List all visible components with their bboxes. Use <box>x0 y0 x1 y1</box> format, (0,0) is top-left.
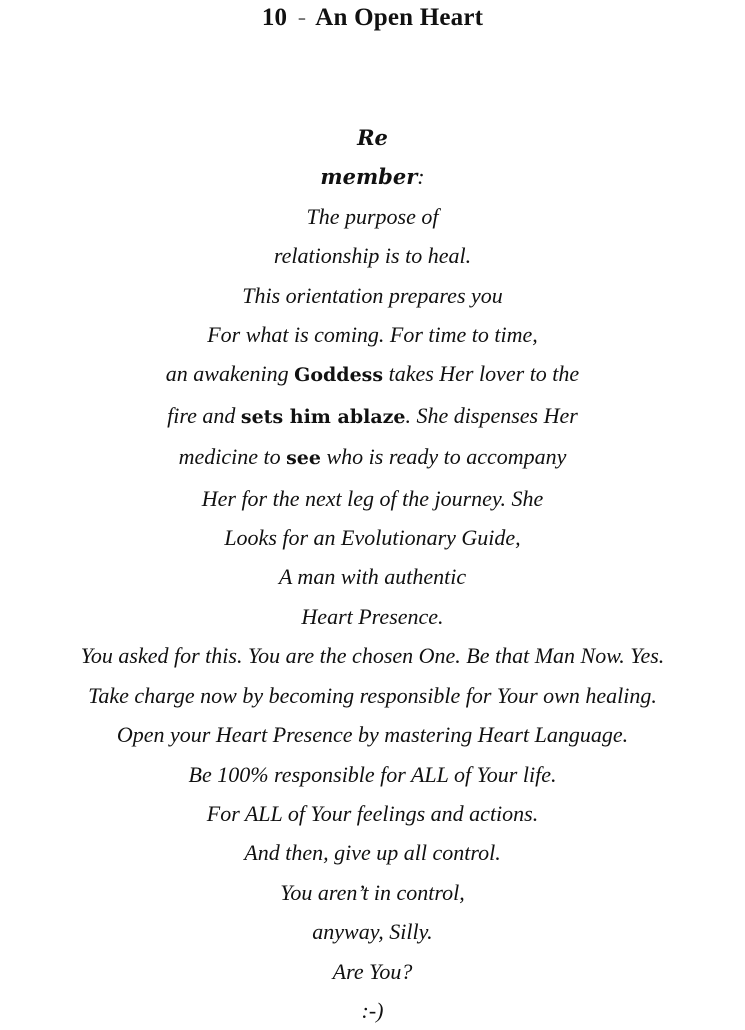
poem-emphasis-goddess: Goddess <box>294 364 384 387</box>
poem-emphasis-see: see <box>286 447 321 470</box>
poem-line: Take charge now by becoming responsible for Your own healing. <box>88 682 657 708</box>
poem-line <box>0 354 745 395</box>
poem-line <box>0 118 745 157</box>
poem-text: medicine to <box>178 444 287 470</box>
poem-line: Looks for an Evolutionary Guide, <box>224 525 521 551</box>
poem-line: Are You? <box>332 958 413 984</box>
poem-text: . She dispenses Her <box>405 402 578 428</box>
poem-line: relationship is to heal. <box>273 243 472 269</box>
poem-line: Her for the next leg of the journey. She <box>201 485 544 511</box>
poem-line <box>0 437 745 478</box>
poem-line: A man with authentic <box>278 564 467 590</box>
poem-line: anyway, Silly. <box>312 919 433 945</box>
poem-member-colon: : <box>417 164 425 190</box>
chapter-number: 10 <box>261 4 288 31</box>
poem-line: :-) <box>361 997 384 1023</box>
poem-re-word: Re <box>357 125 388 150</box>
chapter-separator: - <box>297 4 307 31</box>
poem-line: Be 100% responsible for ALL of Your life. <box>188 761 557 787</box>
poem-body <box>0 118 745 1030</box>
poem-line <box>0 157 745 196</box>
chapter-heading <box>0 4 745 32</box>
poem-text: an awakening <box>165 361 295 387</box>
poem-line: Open your Heart Presence by mastering Heart Language. <box>116 722 629 748</box>
chapter-title: An Open Heart <box>315 4 484 31</box>
poem-line: You asked for this. You are the chosen One. Be that Man Now. Yes. <box>80 643 665 669</box>
poem-line: You aren’t in control, <box>280 879 465 905</box>
poem-emphasis-ablaze: sets him ablaze <box>240 405 406 428</box>
poem-line: Heart Presence. <box>301 603 444 629</box>
poem-text: takes Her lover to the <box>383 361 580 387</box>
poem-line: This orientation prepares you <box>242 282 503 308</box>
poem-line: For what is coming. For time to time, <box>207 322 538 348</box>
poem-text: who is ready to accompany <box>320 444 567 470</box>
poem-line <box>0 396 745 437</box>
poem-line: For ALL of Your feelings and actions. <box>206 800 539 826</box>
poem-text: fire and <box>167 402 241 428</box>
poem-line: The purpose of <box>306 203 439 229</box>
poem-member-word: member <box>320 164 418 190</box>
poem-line: And then, give up all control. <box>244 840 501 866</box>
